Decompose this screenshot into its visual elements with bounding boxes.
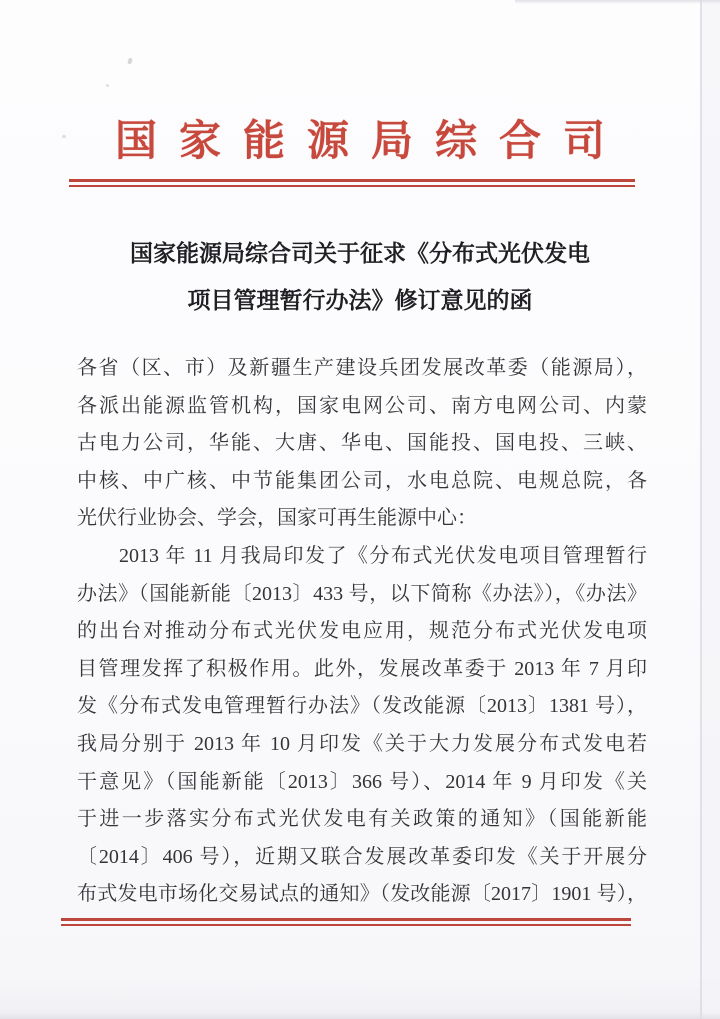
scan-top-edge-shadow — [515, 0, 720, 4]
document-title-line1: 国家能源局综合司关于征求《分布式光伏发电 — [130, 241, 590, 266]
body-line: 古电力公司，华能、大唐、华电、国能投、国电投、三峡、 — [77, 432, 647, 455]
letterhead-org-name: 国家能源局综合司 — [114, 119, 627, 165]
scan-bottom-edge-shadow — [0, 1012, 720, 1019]
scan-speck — [106, 84, 109, 87]
body-line: 光伏行业协会、学会，国家可再生能源中心： — [77, 507, 477, 530]
letterhead-divider-rule — [69, 179, 635, 187]
body-line: 各省（区、市）及新疆生产建设兵团发展改革委（能源局）， — [77, 357, 647, 379]
body-line: 办法》（国能新能〔2013〕433 号，以下简称《办法》），《办法》 — [77, 582, 647, 605]
body-lines — [77, 350, 647, 914]
body-line: 中核、中广核、中节能集团公司，水电总院、电规总院，各 — [77, 469, 647, 492]
body-line: 各派出能源监管机构，国家电网公司、南方电网公司、内蒙 — [77, 394, 647, 417]
body-line: 布式发电市场化交易试点的通知》（发改能源〔2017〕1901 号）， — [77, 883, 647, 906]
body-line: 干意见》（国能新能〔2013〕366 号）、2014 年 9 月印发《关 — [77, 770, 647, 793]
body-line: 于进一步落实分布式光伏发电有关政策的通知》（国能新能 — [77, 808, 647, 831]
document-title — [0, 230, 720, 324]
body-line: 〔2014〕406 号），近期又联合发展改革委印发《关于开展分 — [77, 845, 647, 868]
body-line: 目管理发挥了积极作用。此外，发展改革委于 2013 年 7 月印 — [77, 657, 647, 680]
document-title-line2: 项目管理暂行办法》修订意见的函 — [187, 288, 533, 313]
scan-right-edge-band — [702, 0, 720, 1019]
scan-speck — [62, 135, 66, 138]
page-footer-rule — [61, 918, 631, 926]
body-line: 发《分布式发电管理暂行办法》（发改能源〔2013〕1381 号）， — [77, 695, 647, 718]
body-line: 的出台对推动分布式光伏发电应用，规范分布式光伏发电项 — [77, 620, 647, 643]
body-line: 2013 年 11 月我局印发了《分布式光伏发电项目管理暂行 — [119, 544, 647, 567]
body-line: 我局分别于 2013 年 10 月印发《关于大力发展分布式发电若 — [77, 732, 647, 755]
